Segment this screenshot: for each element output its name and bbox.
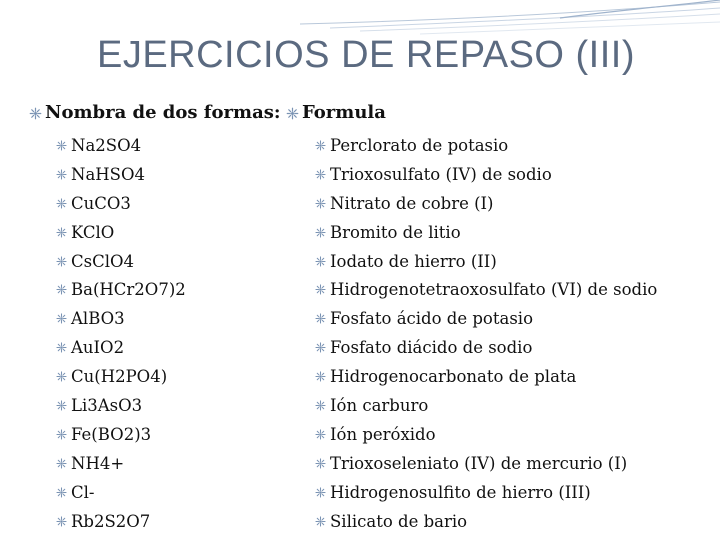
formula-item-text: Li3AsO3 (71, 395, 143, 415)
name-item-text: Trioxosulfato (IV) de sodio (330, 164, 552, 184)
name-item (314, 218, 657, 247)
name-item-text: Hidrogenotetraoxosulfato (VI) de sodio (330, 280, 658, 300)
formula-item (55, 507, 186, 536)
right-heading (285, 101, 386, 125)
sunburst-bullet-icon (55, 457, 68, 470)
formula-item-text: Ba(HCr2O7)2 (71, 280, 186, 300)
sunburst-bullet-icon (55, 168, 68, 181)
sunburst-bullet-icon (55, 226, 68, 239)
formula-item-text: KClO (71, 222, 115, 242)
name-item (314, 391, 657, 420)
name-item (314, 362, 657, 391)
formula-item-text: Rb2S2O7 (71, 511, 151, 531)
sunburst-bullet-icon (28, 106, 43, 121)
formula-item (55, 218, 186, 247)
name-item-text: Trioxoseleniato (IV) de mercurio (I) (330, 453, 628, 473)
sunburst-bullet-icon (55, 312, 68, 325)
formula-item-text: AlBO3 (71, 309, 125, 329)
formula-item (55, 131, 186, 160)
sunburst-bullet-icon (314, 139, 327, 152)
name-item-text: Bromito de litio (330, 222, 461, 242)
formula-item-text: CsClO4 (71, 251, 135, 271)
formula-item-text: CuCO3 (71, 193, 131, 213)
formula-item (55, 275, 186, 304)
sunburst-bullet-icon (314, 197, 327, 210)
sunburst-bullet-icon (314, 341, 327, 354)
sunburst-bullet-icon (55, 255, 68, 268)
name-item (314, 507, 657, 536)
left-heading-text: Nombra de dos formas: (45, 102, 281, 123)
name-item (314, 247, 657, 276)
sunburst-bullet-icon (285, 106, 300, 121)
name-item-text: Perclorato de potasio (330, 135, 509, 155)
formula-item (55, 304, 186, 333)
formula-item-text: Fe(BO2)3 (71, 424, 152, 444)
right-heading-text: Formula (302, 102, 386, 123)
formula-item (55, 247, 186, 276)
sunburst-bullet-icon (314, 399, 327, 412)
sunburst-bullet-icon (314, 457, 327, 470)
name-item (314, 420, 657, 449)
name-item-text: Ión carburo (330, 395, 429, 415)
sunburst-bullet-icon (55, 197, 68, 210)
name-item (314, 131, 657, 160)
formula-item (55, 160, 186, 189)
name-item (314, 189, 657, 218)
sunburst-bullet-icon (55, 515, 68, 528)
name-list (314, 131, 657, 535)
sunburst-bullet-icon (314, 370, 327, 383)
name-item-text: Silicato de bario (330, 511, 468, 531)
formula-item (55, 333, 186, 362)
formula-item-text: Cl- (71, 482, 95, 502)
formula-item-text: Na2SO4 (71, 135, 142, 155)
sunburst-bullet-icon (55, 428, 68, 441)
slide-title: EJERCICIOS DE REPASO (III) (96, 34, 636, 76)
formula-item-text: NaHSO4 (71, 164, 145, 184)
formula-item (55, 449, 186, 478)
sunburst-bullet-icon (314, 486, 327, 499)
name-item (314, 449, 657, 478)
formula-item-text: Cu(H2PO4) (71, 367, 168, 387)
sunburst-bullet-icon (314, 515, 327, 528)
name-item (314, 478, 657, 507)
sunburst-bullet-icon (314, 168, 327, 181)
name-item-text: Hidrogenocarbonato de plata (330, 367, 577, 387)
formula-list (55, 131, 186, 535)
formula-item-text: AuIO2 (71, 338, 125, 358)
formula-item (55, 189, 186, 218)
sunburst-bullet-icon (55, 283, 68, 296)
name-item-text: Fosfato diácido de sodio (330, 338, 533, 358)
sunburst-bullet-icon (55, 370, 68, 383)
sunburst-bullet-icon (55, 399, 68, 412)
formula-item-text: NH4+ (71, 453, 125, 473)
left-heading (28, 101, 281, 125)
name-item (314, 333, 657, 362)
sunburst-bullet-icon (314, 283, 327, 296)
formula-item (55, 420, 186, 449)
formula-item (55, 478, 186, 507)
sunburst-bullet-icon (55, 341, 68, 354)
name-item (314, 304, 657, 333)
name-item (314, 160, 657, 189)
name-item-text: Ión peróxido (330, 424, 436, 444)
name-item (314, 275, 657, 304)
sunburst-bullet-icon (314, 428, 327, 441)
formula-item (55, 362, 186, 391)
sunburst-bullet-icon (314, 226, 327, 239)
name-item-text: Nitrato de cobre (I) (330, 193, 494, 213)
sunburst-bullet-icon (314, 312, 327, 325)
sunburst-bullet-icon (55, 139, 68, 152)
name-item-text: Hidrogenosulfito de hierro (III) (330, 482, 591, 502)
sunburst-bullet-icon (55, 486, 68, 499)
name-item-text: Fosfato ácido de potasio (330, 309, 534, 329)
sunburst-bullet-icon (314, 255, 327, 268)
formula-item (55, 391, 186, 420)
name-item-text: Iodato de hierro (II) (330, 251, 497, 271)
